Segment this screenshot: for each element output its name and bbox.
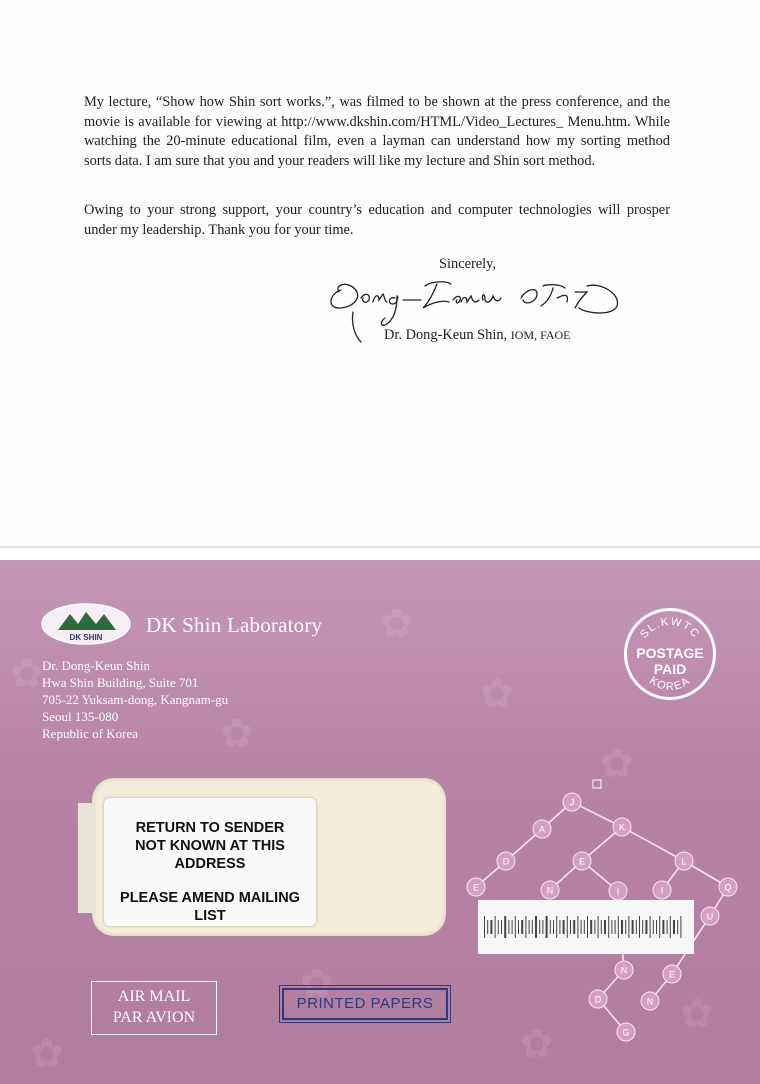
tree-node-label: I (660, 885, 664, 896)
barcode-bar (559, 920, 560, 934)
flower-pattern: ✿ (480, 671, 514, 716)
barcode-bar (673, 920, 675, 934)
flower-pattern: ✿ (10, 651, 44, 696)
signatory-line (384, 327, 571, 344)
letter-closing: Sincerely, (439, 256, 497, 272)
barcode-bar (539, 920, 540, 934)
barcode-bar (556, 916, 557, 938)
barcode-bar (553, 920, 554, 934)
tree-node-label: K (618, 822, 626, 833)
tree-node-label: E (578, 856, 586, 867)
label-line: LIST (194, 908, 226, 924)
barcode-bar (611, 920, 612, 934)
barcode-bar (584, 920, 585, 934)
barcode-bar (621, 920, 623, 934)
barcode-bar (645, 920, 647, 934)
tree-node-label: N (546, 885, 554, 896)
barcode-bar (508, 920, 509, 934)
tree-node-label: N (620, 965, 628, 976)
barcode-bar (625, 920, 626, 934)
return-address-line: 705-22 Yuksam-dong, Kangnam-gu (42, 692, 229, 707)
return-address-line: Republic of Korea (42, 726, 139, 741)
barcode-bar (567, 916, 568, 938)
label-line: RETURN TO SENDER (135, 820, 285, 836)
barcode-bar (521, 920, 523, 934)
page-fold-line (0, 546, 760, 548)
barcode-bar (618, 916, 619, 938)
barcode-bar (487, 920, 488, 934)
par-avion-text: PAR AVION (112, 1009, 196, 1026)
tree-node-label: G (622, 1027, 630, 1038)
barcode-bar (662, 920, 664, 934)
stamp-bottom-text: KOREA (647, 674, 693, 694)
barcode-bar (498, 920, 499, 934)
printed-papers-stamp: PRINTED PAPERS (282, 988, 448, 1020)
label-line: NOT KNOWN AT THIS (135, 838, 285, 854)
barcode-bar (590, 920, 592, 934)
tree-node-label: E (472, 882, 480, 893)
return-address-line: Dr. Dong-Keun Shin (42, 658, 150, 673)
barcode-bar (594, 920, 595, 934)
barcode-bar (529, 920, 530, 934)
barcode-bar (546, 916, 548, 938)
barcode-bar (608, 916, 609, 938)
airmail-text: AIR MAIL (117, 988, 191, 1005)
logo-text: DK SHIN (69, 633, 103, 642)
return-address-line: Seoul 135-080 (42, 709, 119, 724)
barcode-icon (478, 900, 694, 954)
barcode-bar (653, 920, 654, 934)
barcode-bar (587, 916, 588, 938)
tree-node-label: D (502, 856, 510, 867)
flower-pattern: ✿ (600, 741, 634, 786)
letter-paragraph-2: Owing to your strong support, your country’s education and computer technologies will prosper under my leadership. Thank you for your time. (84, 202, 670, 238)
barcode-bar (563, 920, 565, 934)
tree-node-label: I (616, 886, 620, 897)
barcode-bar (650, 916, 651, 938)
barcode-bar (535, 916, 537, 938)
tree-node-label: J (569, 797, 575, 808)
barcode-bar (532, 920, 533, 934)
barcode-bar (667, 920, 668, 934)
tree-node-label: U (706, 911, 714, 922)
airmail-box (91, 981, 217, 1035)
barcode-bar (677, 920, 678, 934)
flower-pattern: ✿ (520, 1021, 554, 1066)
barcode-bar (577, 916, 578, 938)
barcode-bar (490, 920, 492, 934)
flower-pattern: ✿ (300, 961, 334, 1006)
barcode-bar (501, 920, 502, 934)
barcode-bar (639, 916, 640, 938)
flower-pattern: ✿ (30, 1031, 64, 1076)
barcode-bar (632, 920, 634, 934)
barcode-bar (573, 920, 575, 934)
barcode-bar (636, 920, 637, 934)
letter-paragraph-1: My lecture, “Show how Shin sort works.”, was filmed to be shown at the press conference, and the movie is available for viewing at http://www.dkshin.com/HTML/Video_Lectures_ Menu.htm. While watching the 20-minute educational film, even a layman can understand how my sorting method sorts data. I am sure that you and your readers will like my lecture and Shin sort method. (84, 94, 670, 169)
barcode-bar (628, 916, 629, 938)
laboratory-name: DK Shin Laboratory (146, 613, 323, 637)
barcode-bar (659, 916, 660, 938)
barcode-bar (518, 920, 519, 934)
signatory-name: Dr. Dong-Keun Shin, (384, 327, 508, 343)
stamp-paid-text: PAID (653, 661, 687, 677)
flower-pattern: ✿ (220, 711, 254, 756)
stamp-postage-text: POSTAGE (636, 645, 704, 661)
label-line: ADDRESS (174, 856, 246, 872)
tree-node-label: L (681, 856, 687, 867)
barcode-bar (542, 920, 543, 934)
barcode-sticker (478, 900, 694, 954)
tree-node-label: D (594, 994, 602, 1005)
label-line: PLEASE AMEND MAILING (120, 890, 300, 906)
barcode-bar (484, 916, 485, 938)
envelope (0, 560, 760, 1084)
tree-edge (622, 827, 684, 861)
barcode-bar (504, 916, 506, 938)
barcode-bar (570, 920, 571, 934)
flower-pattern: ✿ (380, 601, 414, 646)
tree-root-marker (593, 780, 601, 788)
tree-node-label: N (646, 996, 654, 1007)
stamp-top-text: SL.KWTC (638, 615, 702, 641)
barcode-bar (525, 916, 526, 938)
barcode-bar (581, 920, 582, 934)
barcode-bar (670, 916, 671, 938)
barcode-bar (615, 920, 616, 934)
barcode-bar (656, 920, 657, 934)
tree-node-label: A (538, 824, 546, 835)
tree-node-label: E (668, 969, 676, 980)
return-address-line: Hwa Shin Building, Suite 701 (42, 675, 199, 690)
tree-node-label: Q (724, 882, 732, 893)
barcode-bar (598, 916, 599, 938)
barcode-bar (550, 920, 551, 934)
flower-pattern: ✿ (680, 991, 714, 1036)
barcode-bar (604, 920, 606, 934)
barcode-bar (680, 916, 681, 938)
barcode-bar (515, 916, 516, 938)
barcode-bar (601, 920, 602, 934)
barcode-bar (512, 920, 513, 934)
signatory-titles: IOM, FAOE (510, 328, 571, 342)
barcode-bar (495, 916, 496, 938)
barcode-bar (642, 920, 643, 934)
